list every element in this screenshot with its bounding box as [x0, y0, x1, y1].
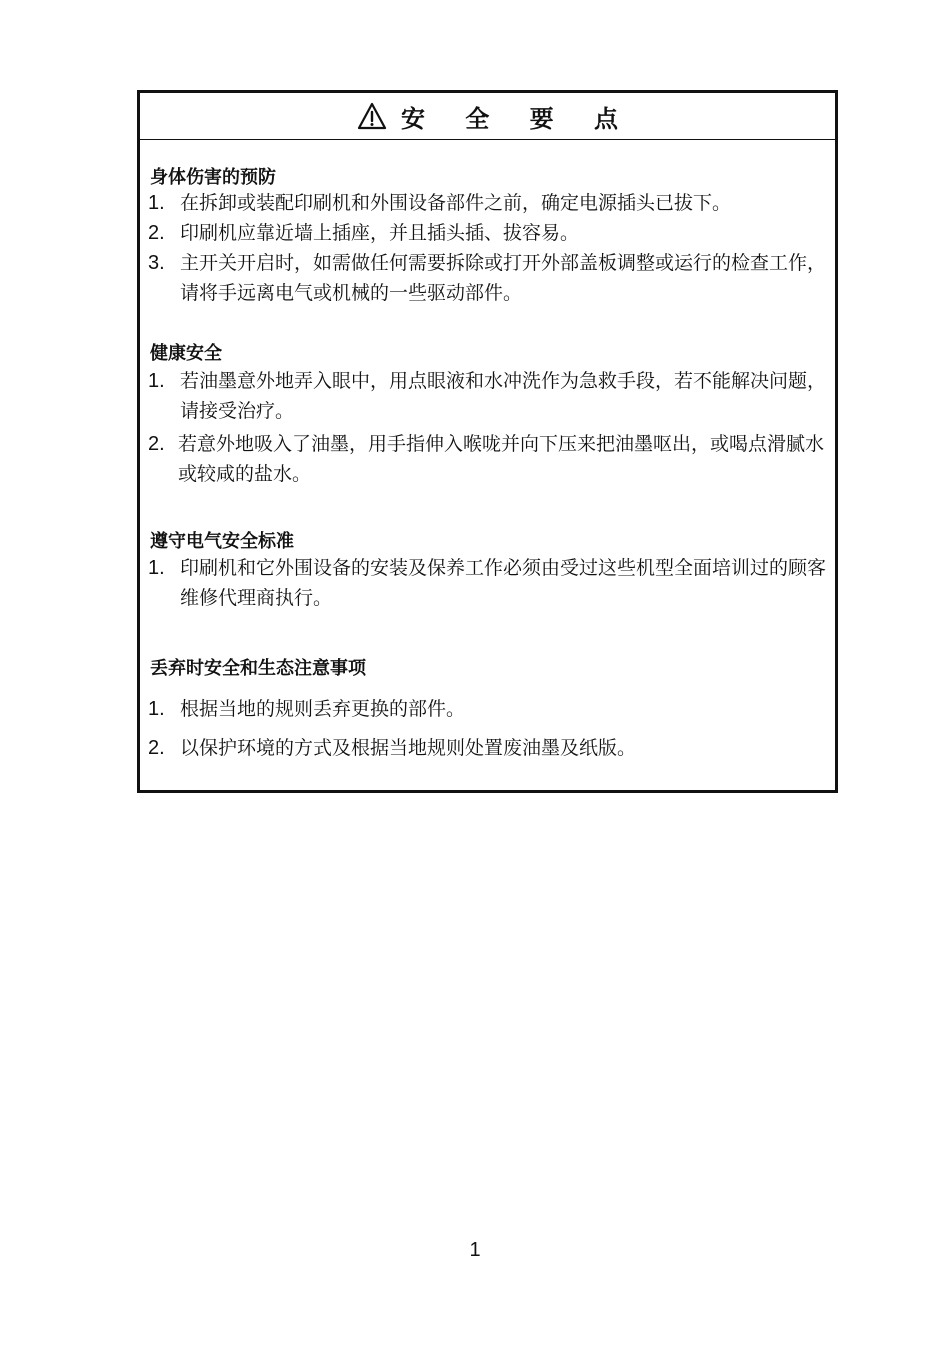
item-text: 印刷机和它外围设备的安装及保养工作必须由受过这些机型全面培训过的顾客维修代理商执行。 — [180, 557, 827, 609]
list-item — [148, 248, 828, 308]
list-item — [148, 366, 828, 426]
item-text: 根据当地的规则丢弃更换的部件。 — [180, 698, 466, 720]
warning-triangle-icon — [357, 102, 387, 130]
item-number: 2. — [148, 433, 165, 455]
item-number: 2. — [148, 737, 165, 759]
list-item — [148, 694, 828, 724]
item-number: 1. — [148, 698, 165, 720]
item-text: 以保护环境的方式及根据当地规则处置废油墨及纸版。 — [180, 737, 637, 759]
page-number: 1 — [469, 1239, 481, 1261]
list-item — [148, 218, 828, 248]
section-title-injury-prevention: 身体伤害的预防 — [150, 167, 276, 188]
item-number: 1. — [148, 557, 165, 579]
safety-notice-box — [137, 90, 838, 793]
list-item — [148, 733, 828, 763]
list-item — [148, 429, 828, 489]
section-title-health-safety: 健康安全 — [150, 343, 222, 364]
item-text: 在拆卸或装配印刷机和外围设备部件之前，确定电源插头已拔下。 — [180, 192, 732, 214]
list-item — [148, 188, 828, 218]
item-text: 若油墨意外地弄入眼中，用点眼液和水冲洗作为急救手段，若不能解决问题，请接受治疗。 — [180, 370, 827, 422]
item-number: 1. — [148, 192, 165, 214]
notice-header — [140, 93, 835, 140]
notice-title: 安 全 要 点 — [400, 104, 635, 133]
item-text: 印刷机应靠近墙上插座，并且插头插、拔容易。 — [180, 222, 580, 244]
item-number: 3. — [148, 252, 165, 274]
item-number: 2. — [148, 222, 165, 244]
item-number: 1. — [148, 370, 165, 392]
section-title-electrical-standards: 遵守电气安全标准 — [150, 531, 294, 552]
item-text: 主开关开启时，如需做任何需要拆除或打开外部盖板调整或运行的检查工作，请将手远离电气或机械的一些驱动部件。 — [180, 252, 827, 304]
item-text: 若意外地吸入了油墨，用手指伸入喉咙并向下压来把油墨呕出，或喝点滑腻水或较咸的盐水。 — [178, 433, 825, 485]
list-item — [148, 553, 828, 613]
section-title-disposal: 丢弃时安全和生态注意事项 — [150, 658, 366, 679]
